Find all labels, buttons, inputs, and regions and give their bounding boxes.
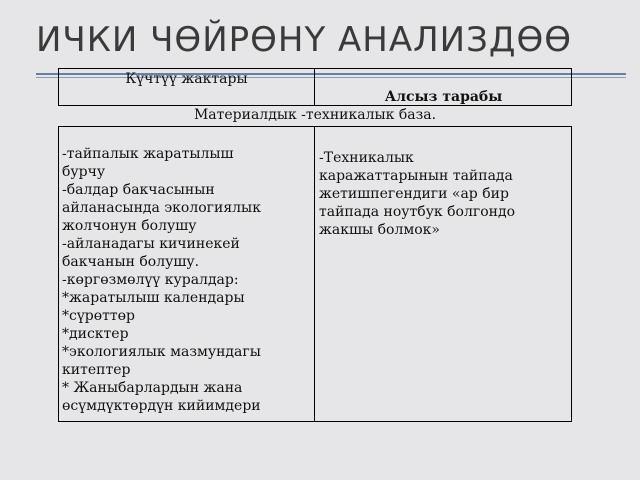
strength-line: китептер [62, 362, 131, 378]
strength-line: *дисктер [62, 326, 129, 342]
slide-title: ИЧКИ ЧӨЙРӨНҮ АНАЛИЗДӨӨ [36, 20, 573, 60]
strength-line: бакчанын болушу. [62, 254, 200, 270]
strength-line: бурчу [62, 164, 106, 180]
header-weaknesses: Алсыз тарабы [384, 89, 503, 105]
section-label: Материалдык -техникалык база. [193, 107, 437, 123]
strength-line: айланасында экологиялык [62, 200, 261, 216]
strengths-cell [59, 127, 315, 421]
weakness-line: жетишпегендиги «ар бир [319, 186, 509, 202]
strength-line: -айланадагы кичинекей [62, 236, 240, 252]
weakness-line: -Техникалык [319, 150, 414, 166]
weakness-line: тайпада ноутбук болгондо [319, 204, 516, 220]
strength-line: жолчонун болушу [62, 218, 197, 234]
table-body [58, 126, 572, 422]
strength-line: *жаратылыш календары [62, 290, 245, 306]
strength-line: -тайпалык жаратылыш [62, 146, 234, 162]
weaknesses-cell [316, 127, 571, 421]
strength-line: өсүмдүктөрдүн кийимдери [62, 398, 261, 414]
weakness-line: жакшы болмок» [319, 222, 440, 238]
strength-line: * Жаныбарлардын жана [62, 380, 243, 396]
strength-line: -көргөзмөлүү куралдар: [62, 272, 239, 288]
strength-line: *сүрөттөр [62, 308, 136, 324]
table-header-row [58, 68, 572, 106]
header-strengths: Күчтүү жактары [59, 69, 315, 105]
strength-line: *экологиялык мазмундагы [62, 344, 261, 360]
strength-line: -балдар бакчасынын [62, 182, 215, 198]
weakness-line: каражаттарынын тайпада [319, 168, 513, 184]
